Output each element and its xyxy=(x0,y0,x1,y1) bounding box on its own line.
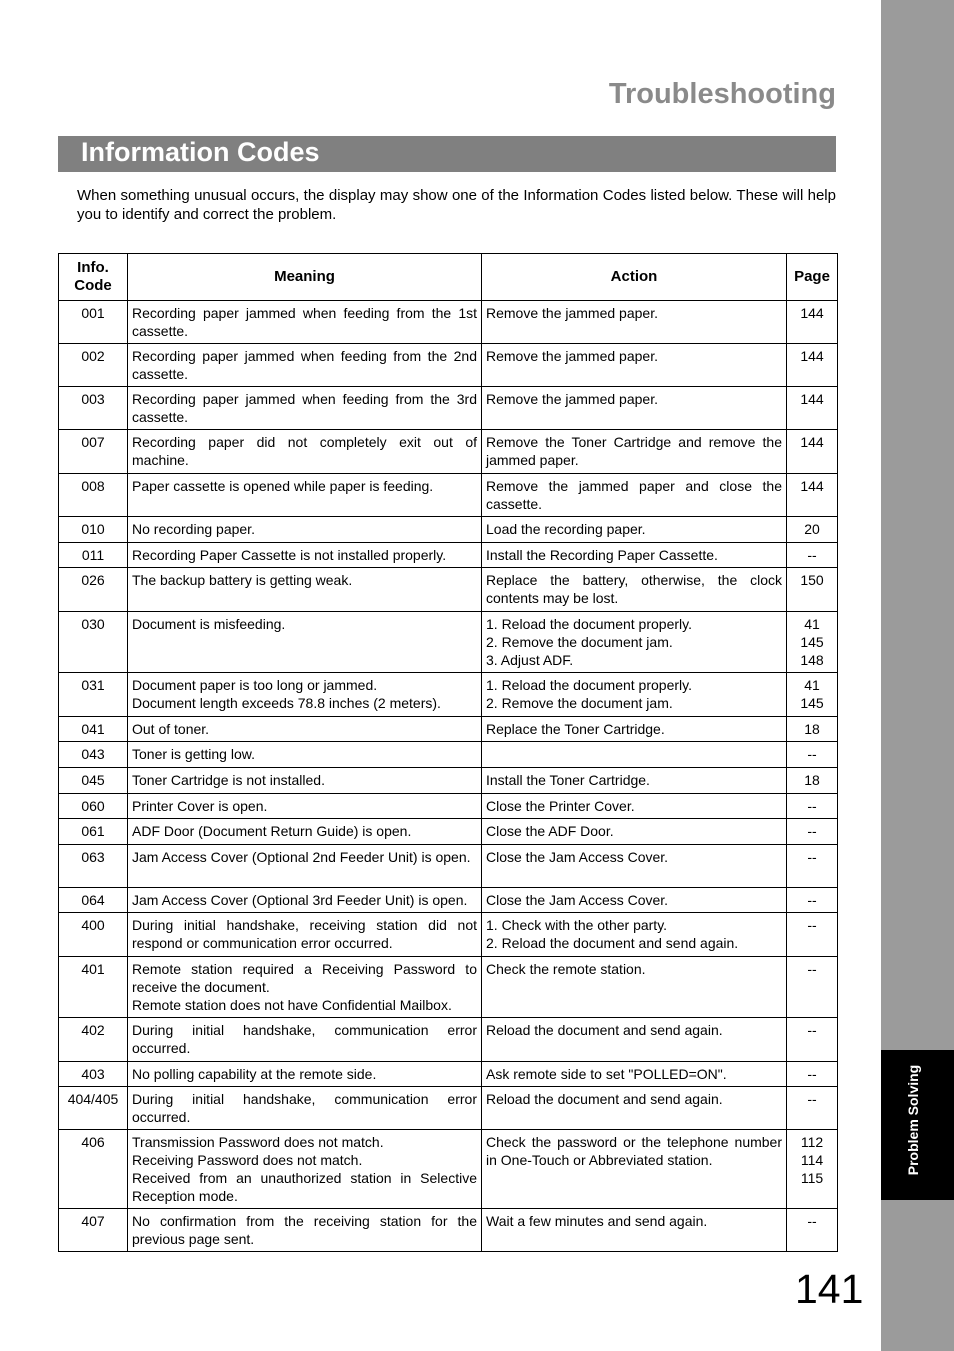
cell-code: 063 xyxy=(59,845,128,888)
cell-page: -- xyxy=(787,888,838,913)
cell-page: -- xyxy=(787,794,838,819)
cell-code: 043 xyxy=(59,742,128,768)
cell-code: 400 xyxy=(59,913,128,957)
cell-page xyxy=(787,1130,838,1209)
cell-page: -- xyxy=(787,742,838,768)
cell-page-line: 114 xyxy=(800,1152,824,1168)
cell-code: 041 xyxy=(59,717,128,742)
cell-action: Remove the Toner Cartridge and remove the jammed paper. xyxy=(482,430,787,474)
cell-action: Wait a few minutes and send again. xyxy=(482,1209,787,1252)
cell-meaning-line: Document length exceeds 78.8 inches (2 meters). xyxy=(132,695,441,711)
cell-page: -- xyxy=(787,913,838,957)
cell-page: -- xyxy=(787,543,838,568)
table-row xyxy=(59,1018,838,1062)
cell-meaning: Toner is getting low. xyxy=(128,742,482,768)
page-number: 141 xyxy=(795,1266,864,1312)
cell-page: -- xyxy=(787,1018,838,1062)
table-row xyxy=(59,301,838,344)
cell-page: 150 xyxy=(787,568,838,612)
header-code: Info. Code xyxy=(59,254,128,301)
table-row xyxy=(59,474,838,517)
table-row xyxy=(59,794,838,819)
cell-page: -- xyxy=(787,1209,838,1252)
cell-page: -- xyxy=(787,957,838,1018)
cell-code: 026 xyxy=(59,568,128,612)
cell-code: 404/405 xyxy=(59,1087,128,1130)
table-row xyxy=(59,344,838,387)
cell-meaning: No polling capability at the remote side. xyxy=(128,1062,482,1087)
cell-meaning xyxy=(128,673,482,717)
cell-code: 402 xyxy=(59,1018,128,1062)
cell-page xyxy=(787,612,838,673)
section-title: Information Codes xyxy=(81,137,320,167)
cell-action xyxy=(482,673,787,717)
cell-page: 144 xyxy=(787,387,838,430)
cell-action: Reload the document and send again. xyxy=(482,1087,787,1130)
cell-page: 144 xyxy=(787,301,838,344)
cell-action-line: 2. Reload the document and send again. xyxy=(486,935,739,951)
cell-action: Remove the jammed paper. xyxy=(482,301,787,344)
cell-action: Remove the jammed paper and close the cassette. xyxy=(482,474,787,517)
cell-meaning: Printer Cover is open. xyxy=(128,794,482,819)
cell-meaning: Document is misfeeding. xyxy=(128,612,482,673)
cell-action-line: 3. Adjust ADF. xyxy=(486,652,574,668)
cell-meaning-line: Remote station does not have Confidential Mailbox. xyxy=(132,997,452,1013)
table-row xyxy=(59,957,838,1018)
header-page: Page xyxy=(787,254,838,301)
cell-code: 031 xyxy=(59,673,128,717)
table-row xyxy=(59,673,838,717)
cell-code: 030 xyxy=(59,612,128,673)
cell-page: 18 xyxy=(787,768,838,794)
cell-action: Remove the jammed paper. xyxy=(482,387,787,430)
cell-meaning-line: Remote station required a Receiving Password to receive the document. xyxy=(132,961,477,995)
cell-code: 011 xyxy=(59,543,128,568)
cell-meaning: Out of toner. xyxy=(128,717,482,742)
cell-meaning-line: Received from an unauthorized station in Selective Reception mode. xyxy=(132,1170,477,1204)
running-header-title: Troubleshooting xyxy=(608,78,836,110)
cell-page: -- xyxy=(787,1062,838,1087)
cell-page: 144 xyxy=(787,474,838,517)
table-row xyxy=(59,845,838,888)
cell-action: Check the remote station. xyxy=(482,957,787,1018)
table-row xyxy=(59,1062,838,1087)
cell-meaning: ADF Door (Document Return Guide) is open. xyxy=(128,819,482,845)
cell-code: 045 xyxy=(59,768,128,794)
cell-page-line: 115 xyxy=(800,1170,824,1186)
cell-code: 003 xyxy=(59,387,128,430)
cell-meaning: Recording Paper Cassette is not installed properly. xyxy=(128,543,482,568)
cell-meaning: Jam Access Cover (Optional 2nd Feeder Unit) is open. xyxy=(128,845,482,888)
cell-action xyxy=(482,913,787,957)
cell-action xyxy=(482,742,787,768)
cell-code: 064 xyxy=(59,888,128,913)
table-row xyxy=(59,717,838,742)
cell-code: 061 xyxy=(59,819,128,845)
information-codes-table xyxy=(58,253,838,1252)
cell-page-line: 145 xyxy=(800,634,824,650)
table-row xyxy=(59,819,838,845)
cell-code: 010 xyxy=(59,517,128,543)
cell-meaning: Recording paper jammed when feeding from the 3rd cassette. xyxy=(128,387,482,430)
cell-action-line: 2. Remove the document jam. xyxy=(486,634,673,650)
cell-action: Install the Toner Cartridge. xyxy=(482,768,787,794)
table-row xyxy=(59,888,838,913)
cell-code: 008 xyxy=(59,474,128,517)
cell-code: 406 xyxy=(59,1130,128,1209)
cell-action-line: 1. Reload the document properly. xyxy=(486,677,692,693)
cell-action-line: 1. Reload the document properly. xyxy=(486,616,692,632)
cell-meaning: Paper cassette is opened while paper is feeding. xyxy=(128,474,482,517)
table-row xyxy=(59,430,838,474)
cell-action: Reload the document and send again. xyxy=(482,1018,787,1062)
table-row xyxy=(59,543,838,568)
cell-page-line: 41 xyxy=(804,616,820,632)
cell-page: -- xyxy=(787,845,838,888)
table-body xyxy=(59,301,838,1252)
cell-meaning: The backup battery is getting weak. xyxy=(128,568,482,612)
section-heading-bar xyxy=(58,136,836,172)
cell-meaning: No confirmation from the receiving station for the previous page sent. xyxy=(128,1209,482,1252)
cell-page: 144 xyxy=(787,430,838,474)
cell-action: Ask remote side to set "POLLED=ON". xyxy=(482,1062,787,1087)
cell-page: 144 xyxy=(787,344,838,387)
cell-action xyxy=(482,612,787,673)
cell-meaning: No recording paper. xyxy=(128,517,482,543)
cell-meaning xyxy=(128,957,482,1018)
cell-page: 18 xyxy=(787,717,838,742)
cell-action: Check the password or the telephone number in One-Touch or Abbreviated station. xyxy=(482,1130,787,1209)
cell-page-line: 145 xyxy=(800,695,824,711)
cell-meaning xyxy=(128,1130,482,1209)
intro-paragraph: When something unusual occurs, the display may show one of the Information Codes listed below. These will help you to identify and correct the problem. xyxy=(77,187,836,223)
cell-page: -- xyxy=(787,1087,838,1130)
cell-meaning: Recording paper did not completely exit out of machine. xyxy=(128,430,482,474)
table-row xyxy=(59,1209,838,1252)
cell-action: Load the recording paper. xyxy=(482,517,787,543)
cell-code: 002 xyxy=(59,344,128,387)
cell-meaning: Jam Access Cover (Optional 3rd Feeder Unit) is open. xyxy=(128,888,482,913)
table-row xyxy=(59,517,838,543)
table-row xyxy=(59,568,838,612)
cell-page-line: 148 xyxy=(800,652,824,668)
cell-page-line: 41 xyxy=(804,677,820,693)
cell-action: Close the Printer Cover. xyxy=(482,794,787,819)
cell-code: 060 xyxy=(59,794,128,819)
table-row xyxy=(59,612,838,673)
table-row xyxy=(59,768,838,794)
cell-code: 407 xyxy=(59,1209,128,1252)
cell-meaning: Recording paper jammed when feeding from the 1st cassette. xyxy=(128,301,482,344)
cell-action: Remove the jammed paper. xyxy=(482,344,787,387)
table-row xyxy=(59,387,838,430)
cell-code: 007 xyxy=(59,430,128,474)
cell-page xyxy=(787,673,838,717)
table-row xyxy=(59,913,838,957)
cell-code: 001 xyxy=(59,301,128,344)
cell-meaning: Toner Cartridge is not installed. xyxy=(128,768,482,794)
cell-action: Close the ADF Door. xyxy=(482,819,787,845)
cell-meaning-line: Transmission Password does not match. xyxy=(132,1134,384,1150)
cell-code: 403 xyxy=(59,1062,128,1087)
cell-code: 401 xyxy=(59,957,128,1018)
cell-action: Close the Jam Access Cover. xyxy=(482,888,787,913)
header-meaning: Meaning xyxy=(128,254,482,301)
cell-page-line: 112 xyxy=(800,1134,824,1150)
cell-meaning-line: Document paper is too long or jammed. xyxy=(132,677,378,693)
cell-meaning: Recording paper jammed when feeding from the 2nd cassette. xyxy=(128,344,482,387)
cell-meaning: During initial handshake, receiving station did not respond or communication error occurred. xyxy=(128,913,482,957)
header-action: Action xyxy=(482,254,787,301)
cell-page: -- xyxy=(787,819,838,845)
cell-action: Replace the Toner Cartridge. xyxy=(482,717,787,742)
cell-meaning-line: Receiving Password does not match. xyxy=(132,1152,363,1168)
cell-meaning: During initial handshake, communication error occurred. xyxy=(128,1087,482,1130)
table-row xyxy=(59,1087,838,1130)
table-row xyxy=(59,1130,838,1209)
cell-action: Replace the battery, otherwise, the clock contents may be lost. xyxy=(482,568,787,612)
cell-action-line: 1. Check with the other party. xyxy=(486,917,668,933)
cell-meaning: During initial handshake, communication error occurred. xyxy=(128,1018,482,1062)
table-header-row xyxy=(59,254,838,301)
chapter-tab-label: Problem Solving xyxy=(905,1064,921,1176)
cell-page: 20 xyxy=(787,517,838,543)
cell-action-line: 2. Remove the document jam. xyxy=(486,695,673,711)
cell-action: Close the Jam Access Cover. xyxy=(482,845,787,888)
table-row xyxy=(59,742,838,768)
cell-action: Install the Recording Paper Cassette. xyxy=(482,543,787,568)
